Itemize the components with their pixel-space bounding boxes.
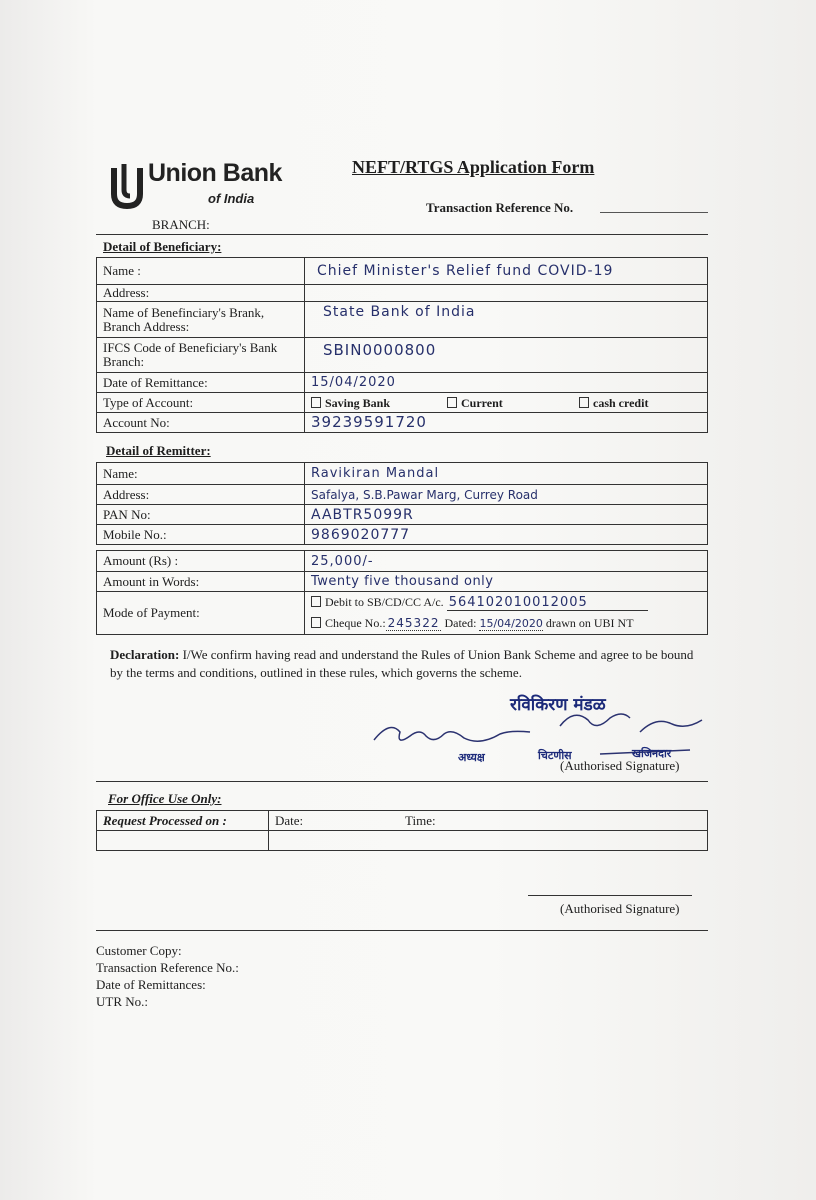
remitter-address-label: Address: (97, 485, 305, 505)
ifsc-value: SBIN0000800 (323, 341, 437, 359)
customer-utr-label: UTR No.: (96, 994, 148, 1009)
stamp-role-president: अध्यक्ष (458, 751, 485, 764)
request-processed-label: Request Processed on : (97, 811, 269, 831)
date-field[interactable] (305, 373, 708, 393)
amount-value: 25,000/- (311, 553, 374, 569)
table-row (97, 258, 708, 285)
table-row (97, 572, 708, 592)
table-row (97, 525, 708, 545)
remitter-address-value: Safalya, S.B.Pawar Marg, Currey Road (311, 487, 538, 502)
amount-words-field[interactable] (305, 572, 708, 592)
stamp-role-treasurer: खजिनदार (632, 747, 672, 760)
transaction-ref-line (600, 212, 708, 213)
office-section-title: For Office Use Only: (108, 791, 222, 806)
mode-of-payment-label: Mode of Payment: (97, 592, 305, 635)
authorised-signature-label: (Authorised Signature) (560, 758, 680, 773)
office-table (96, 810, 708, 851)
stamp-title: रविकिरण मंडळ (510, 695, 606, 715)
bank-name-suffix: of India (208, 191, 255, 206)
customer-copy-title: Customer Copy: (96, 943, 182, 958)
branch-label: BRANCH: (152, 217, 210, 232)
name-label: Name : (97, 258, 305, 285)
table-row (97, 811, 708, 831)
debit-account-value: 564102010012005 (447, 595, 648, 611)
account-type-label: Type of Account: (97, 393, 305, 413)
saving-bank-checkbox[interactable]: Saving Bank (311, 396, 447, 410)
amount-label: Amount (Rs) : (97, 551, 305, 572)
bank-label: Name of Benefinciary's Brank, Branch Address: (97, 302, 305, 338)
pan-value: AABTR5099R (311, 506, 414, 523)
empty-cell[interactable] (269, 831, 708, 851)
table-row (97, 831, 708, 851)
table-row (97, 302, 708, 338)
bank-field[interactable] (305, 302, 708, 338)
table-row (97, 285, 708, 302)
date-label: Date of Remittance: (97, 373, 305, 393)
amount-field[interactable] (305, 551, 708, 572)
debit-option[interactable]: Debit to SB/CD/CC A/c. 564102010012005 (311, 592, 701, 613)
form-title: NEFT/RTGS Application Form (352, 157, 595, 177)
name-field[interactable] (305, 258, 708, 285)
mode-of-payment-field (305, 592, 708, 635)
beneficiary-table (96, 257, 708, 433)
divider (96, 781, 708, 782)
address-field[interactable] (305, 285, 708, 302)
remitter-name-field[interactable] (305, 463, 708, 485)
customer-date-label: Date of Remittances: (96, 977, 206, 992)
account-no-field[interactable] (305, 413, 708, 433)
account-no-value: 39239591720 (311, 413, 427, 431)
date-value: 15/04/2020 (311, 375, 396, 390)
customer-copy (96, 942, 239, 1010)
table-row (97, 338, 708, 373)
account-no-label: Account No: (97, 413, 305, 433)
declaration-label: Declaration: (110, 647, 180, 662)
cheque-option[interactable]: Cheque No.: 245322 Dated: 15/04/2020 drawn on UBI NT (311, 613, 701, 634)
ifsc-label: IFCS Code of Beneficiary's Bank Branch: (97, 338, 305, 373)
stamp-role-secretary: चिटणीस (538, 749, 572, 762)
table-row (97, 551, 708, 572)
mobile-value: 9869020777 (311, 526, 411, 543)
office-authorised-signature-label: (Authorised Signature) (560, 901, 680, 916)
table-row (97, 373, 708, 393)
union-bank-logo-icon (108, 160, 146, 212)
account-type-field (305, 393, 708, 413)
beneficiary-section-title: Detail of Beneficiary: (103, 239, 222, 254)
remitter-table (96, 462, 708, 545)
mobile-field[interactable] (305, 525, 708, 545)
transaction-ref-label: Transaction Reference No. (426, 200, 574, 215)
declaration-text: I/We confirm having read and understand the Rules of Union Bank Scheme and agree to be bound by the terms and conditions, outlined in these rules, which governs the scheme. (110, 647, 694, 680)
mobile-label: Mobile No.: (97, 525, 305, 545)
request-date-time-field[interactable] (269, 811, 708, 831)
amount-words-label: Amount in Words: (97, 572, 305, 592)
cheque-no-value: 245322 (387, 616, 440, 630)
remitter-name-value: Ravikiran Mandal (311, 466, 440, 481)
table-row (97, 463, 708, 485)
bank-name: Union Bank (148, 159, 282, 187)
table-row (97, 505, 708, 525)
ifsc-field[interactable] (305, 338, 708, 373)
remitter-address-field[interactable] (305, 485, 708, 505)
pan-label: PAN No: (97, 505, 305, 525)
table-row (97, 485, 708, 505)
divider (96, 234, 708, 235)
table-row (97, 393, 708, 413)
remitter-name-label: Name: (97, 463, 305, 485)
empty-cell (97, 831, 269, 851)
customer-ref-label: Transaction Reference No.: (96, 960, 239, 975)
payment-table (96, 550, 708, 635)
name-value: Chief Minister's Relief fund COVID-19 (317, 263, 614, 279)
amount-words-value: Twenty five thousand only (311, 574, 494, 589)
table-row (97, 413, 708, 433)
address-label: Address: (97, 285, 305, 302)
pan-field[interactable] (305, 505, 708, 525)
bank-value: State Bank of India (323, 304, 476, 320)
divider (96, 930, 708, 931)
declaration (110, 646, 700, 682)
office-date-label: Date: (275, 812, 304, 828)
office-time-label: Time: (405, 812, 436, 828)
cash-credit-checkbox[interactable]: cash credit (579, 396, 648, 410)
signature-line (528, 895, 692, 896)
current-checkbox[interactable]: Current (447, 396, 579, 410)
table-row (97, 592, 708, 635)
remitter-section-title: Detail of Remitter: (106, 443, 211, 458)
cheque-date-value: 15/04/2020 (479, 617, 543, 630)
